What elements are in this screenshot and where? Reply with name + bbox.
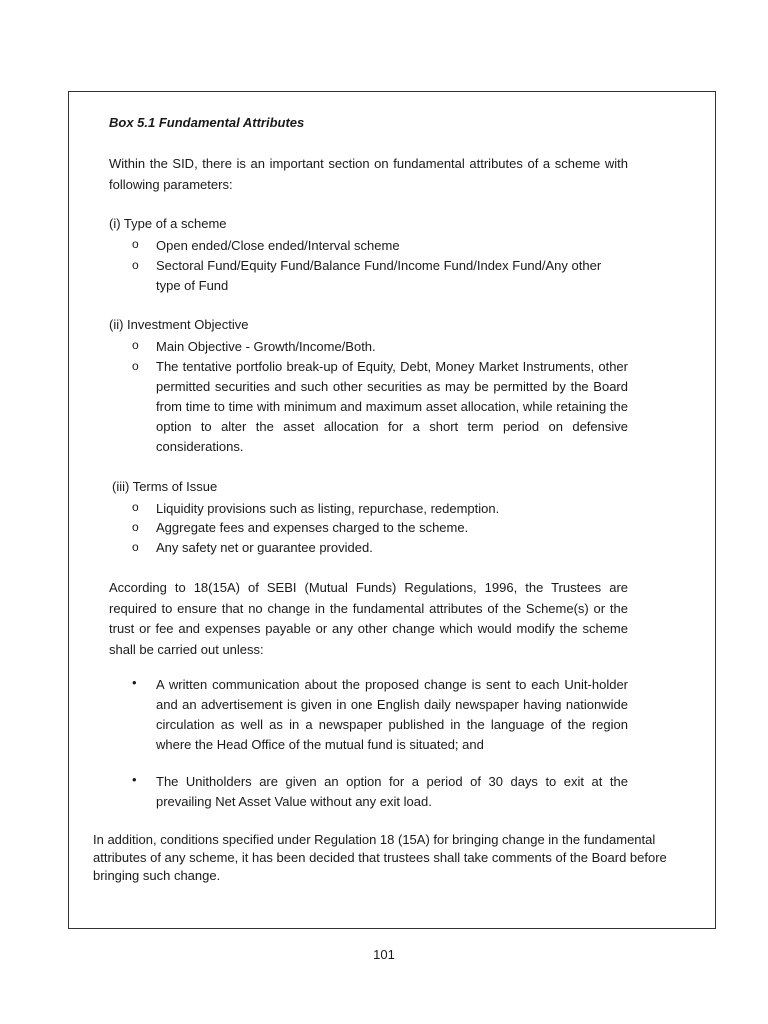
list-item: Main Objective - Growth/Income/Both. — [156, 339, 376, 354]
list-item: The tentative portfolio break-up of Equity, Debt, Money Market Instruments, other permitted securities and such other securities as may be permitted by the Board from time to time with minimum and maximum asset allocation, while retaining the option to alter the asset allocation for a short term period on defensive considerations. — [156, 359, 628, 454]
list-item: Sectoral Fund/Equity Fund/Balance Fund/Income Fund/Index Fund/Any other type of Fund — [156, 258, 602, 293]
list-item: Open ended/Close ended/Interval scheme — [156, 238, 400, 253]
bullet-marker: • — [132, 675, 137, 690]
page-number: 101 — [373, 947, 395, 962]
bullet-marker: o — [132, 237, 139, 251]
regulation-paragraph: According to 18(15A) of SEBI (Mutual Funds) Regulations, 1996, the Trustees are required to ensure that no change in the fundamental attributes of the Scheme(s) or the trust or fee and expenses payable or any other change which would modify the scheme shall be carried out unless: — [109, 580, 628, 657]
condition-item: A written communication about the proposed change is sent to each Unit-holder and an advertisement is given in one English daily newspaper having nationwide circulation as well as in a newspaper published in the language of the region where the Head Office of the mutual fund is situated; and — [156, 677, 628, 752]
bullet-marker: o — [132, 359, 139, 373]
intro-paragraph: Within the SID, there is an important section on fundamental attributes of a scheme with following parameters: — [109, 156, 628, 192]
closing-paragraph: In addition, conditions specified under Regulation 18 (15A) for bringing change in the fundamental attributes of any scheme, it has been decided that trustees shall take comments of the Board before bringing such change. — [93, 832, 667, 883]
bullet-marker: o — [132, 520, 139, 534]
list-item: Any safety net or guarantee provided. — [156, 540, 373, 555]
list-item: Liquidity provisions such as listing, repurchase, redemption. — [156, 501, 500, 516]
box-title: Box 5.1 Fundamental Attributes — [109, 115, 305, 130]
bullet-marker: o — [132, 258, 139, 272]
bullet-marker: • — [132, 772, 137, 787]
section-heading-type: (i) Type of a scheme — [109, 216, 227, 231]
bullet-marker: o — [132, 338, 139, 352]
bullet-marker: o — [132, 500, 139, 514]
list-item: Aggregate fees and expenses charged to the scheme. — [156, 520, 469, 535]
section-heading-objective: (ii) Investment Objective — [109, 317, 249, 332]
condition-item: The Unitholders are given an option for a period of 30 days to exit at the prevailing Net Asset Value without any exit load. — [156, 774, 628, 809]
section-heading-terms: (iii) Terms of Issue — [112, 479, 218, 494]
bullet-marker: o — [132, 540, 139, 554]
